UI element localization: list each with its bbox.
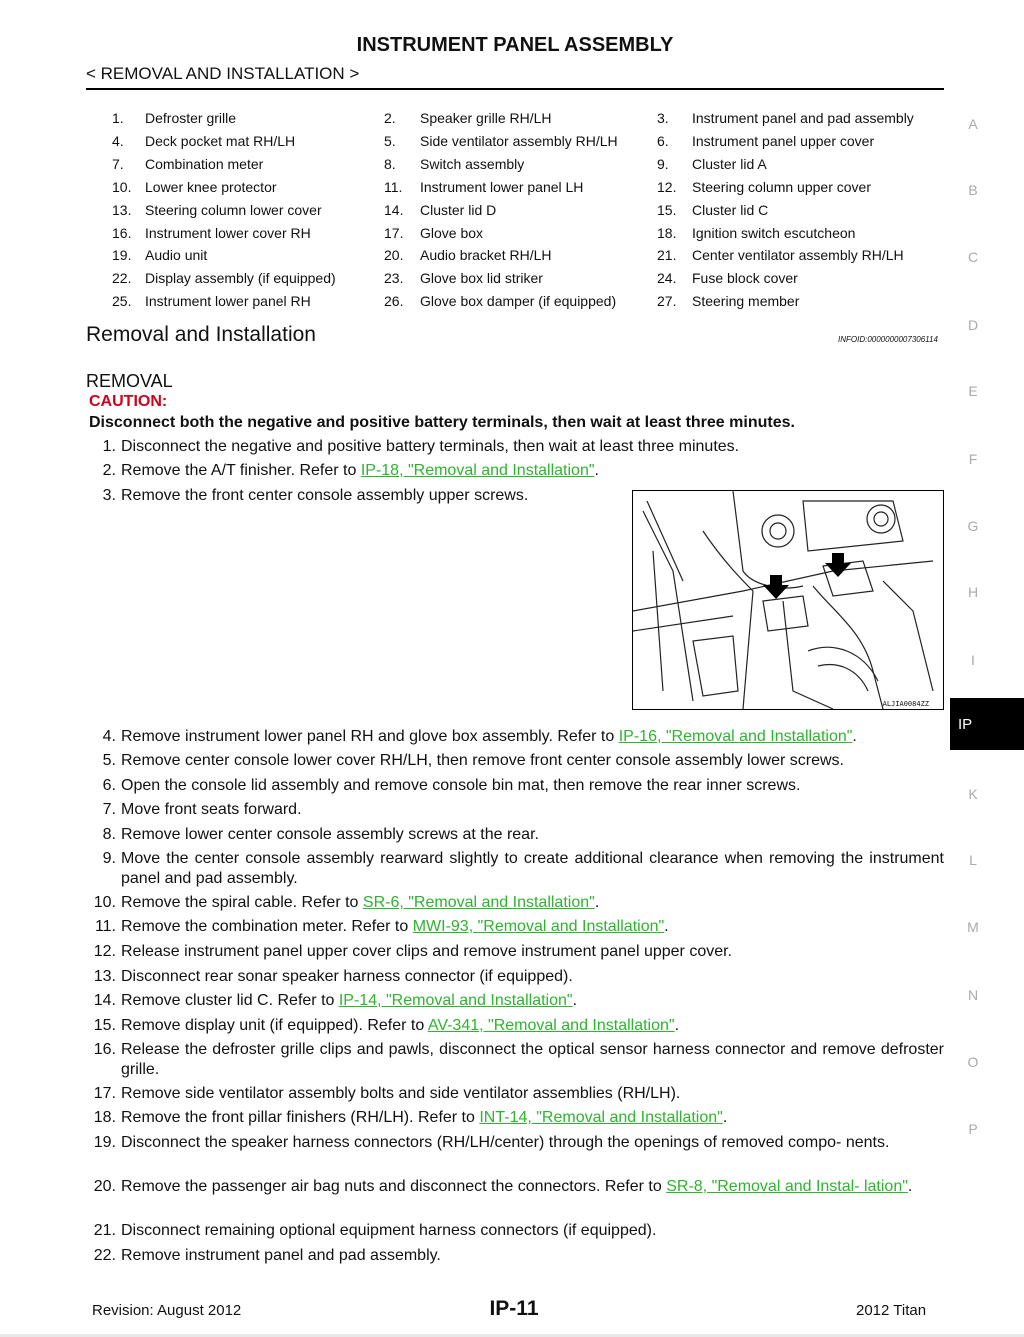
step-number: 16. <box>93 1041 116 1058</box>
info-id: INFOID:0000000007306114 <box>838 335 938 344</box>
legend-number: 8. <box>384 155 396 172</box>
side-tab-m[interactable]: M <box>967 919 979 935</box>
step-text-after-link: . <box>572 992 578 1009</box>
step-number: 19. <box>93 1134 116 1151</box>
legend-number: 5. <box>384 132 396 149</box>
side-tab-l[interactable]: L <box>969 852 977 868</box>
legend-label: Speaker grille RH/LH <box>420 110 552 126</box>
legend-label: Glove box <box>420 224 484 241</box>
section-heading: Removal and Installation <box>86 323 316 346</box>
legend-label: Defroster grille <box>145 110 237 126</box>
legend-number: 17. <box>384 224 404 241</box>
header-rule <box>86 88 944 90</box>
step-text <box>121 461 944 481</box>
step-number: 15. <box>93 1017 116 1034</box>
step-text-before-link: Remove instrument lower panel RH and glove box assembly. Refer to <box>121 728 619 745</box>
step-text: Remove center console lower cover RH/LH, then remove front center console assembly lower screws. <box>121 752 844 769</box>
legend-label: Audio unit <box>145 247 208 264</box>
legend-number: 22. <box>112 270 132 287</box>
side-tab-g[interactable]: G <box>967 518 979 534</box>
page-title: INSTRUMENT PANEL ASSEMBLY <box>356 34 674 56</box>
step-text-after-link: . <box>594 894 600 911</box>
step-text: Move the center console assembly rearward slightly to create additional clearance when removing the instrument panel and pad assembly. <box>121 850 944 887</box>
legend-number: 10. <box>112 178 132 195</box>
side-tab-d[interactable]: D <box>967 317 979 333</box>
step-text <box>121 1177 944 1197</box>
legend-label: Fuse block cover <box>692 270 798 287</box>
footer-revision: Revision: August 2012 <box>92 1302 242 1319</box>
step-number: 18. <box>93 1109 116 1126</box>
step-text: Disconnect the speaker harness connectors (RH/LH/center) through the openings of removed compo- nents. <box>121 1134 890 1151</box>
legend-number: 14. <box>384 201 404 218</box>
legend-number: 7. <box>112 155 124 172</box>
step-number: 21. <box>93 1222 116 1239</box>
legend-number: 21. <box>657 247 677 264</box>
cross-reference-link[interactable]: SR-6, "Removal and Installation" <box>362 894 595 911</box>
legend-number: 4. <box>112 132 124 149</box>
footer-page-number: IP-11 <box>489 1297 539 1320</box>
cross-reference-link[interactable]: IP-16, "Removal and Installation" <box>618 728 853 745</box>
step-number: 4. <box>102 728 116 745</box>
cross-reference-link[interactable]: INT-14, "Removal and Installation" <box>479 1109 723 1126</box>
side-tab-c[interactable]: C <box>967 249 979 265</box>
legend-label: Steering member <box>692 293 800 310</box>
side-tab-n[interactable]: N <box>967 987 979 1003</box>
cross-reference-link[interactable]: IP-14, "Removal and Installation" <box>338 992 573 1009</box>
console-screw-illustration <box>632 490 944 710</box>
step-number: 13. <box>93 968 116 985</box>
legend-label: Instrument lower cover RH <box>145 224 311 241</box>
legend-number: 6. <box>657 132 669 149</box>
legend-label: Side ventilator assembly RH/LH <box>420 132 618 149</box>
step-text: Release the defroster grille clips and pawls, disconnect the optical sensor harness connector and remove defroster grille. <box>121 1041 944 1078</box>
step-text: Disconnect remaining optional equipment harness connectors (if equipped). <box>121 1222 657 1239</box>
legend-label: Glove box damper (if equipped) <box>420 293 617 310</box>
legend-label: Instrument panel upper cover <box>692 132 875 149</box>
step-text-after-link: . <box>594 462 599 479</box>
legend-number: 18. <box>657 224 677 241</box>
step-text-before-link: Remove the passenger air bag nuts and disconnect the connectors. Refer to <box>121 1178 667 1195</box>
legend-number: 11. <box>384 178 403 195</box>
step-text <box>121 991 944 1011</box>
step-number: 2. <box>102 462 116 479</box>
legend-number: 25. <box>112 293 132 310</box>
side-tab-h[interactable]: H <box>967 584 979 600</box>
step-number: 14. <box>93 992 116 1009</box>
legend-label: Cluster lid D <box>420 201 497 218</box>
legend-label: Cluster lid A <box>692 155 767 172</box>
step-number: 11. <box>94 918 116 935</box>
step-number: 12. <box>93 943 116 960</box>
illustration-drawing <box>633 491 943 709</box>
step-text: Release instrument panel upper cover clips and remove instrument panel upper cover. <box>121 943 732 960</box>
footer-model: 2012 Titan <box>856 1302 927 1319</box>
step-number: 22. <box>93 1247 116 1264</box>
side-tab-o[interactable]: O <box>967 1054 979 1070</box>
legend-label: Steering column upper cover <box>692 178 871 195</box>
cross-reference-link[interactable]: SR-8, "Removal and Instal- lation" <box>666 1178 908 1195</box>
step-text: Remove the front center console assembly upper screws. <box>121 487 529 504</box>
step-text-after-link: . <box>852 728 857 745</box>
side-tab-e[interactable]: E <box>968 383 978 399</box>
caution-text: Disconnect both the negative and positive battery terminals, then wait at least three minutes. <box>89 414 795 431</box>
cross-reference-link[interactable]: IP-18, "Removal and Installation" <box>360 462 595 479</box>
legend-label: Deck pocket mat RH/LH <box>145 132 296 149</box>
step-text-after-link: . <box>664 918 669 935</box>
caution-label: CAUTION: <box>89 393 168 410</box>
step-text: Remove instrument panel and pad assembly. <box>121 1247 441 1264</box>
step-number: 1. <box>102 438 116 455</box>
step-number: 9. <box>102 850 116 867</box>
legend-number: 16. <box>112 224 132 241</box>
side-tab-p[interactable]: P <box>968 1121 978 1137</box>
legend-number: 24. <box>657 270 677 287</box>
step-text-before-link: Remove cluster lid C. Refer to <box>121 992 339 1009</box>
step-number: 10. <box>93 894 116 911</box>
legend-label: Cluster lid C <box>692 201 769 218</box>
step-text-after-link: . <box>722 1109 728 1126</box>
legend-label: Glove box lid striker <box>420 270 543 287</box>
legend-label: Combination meter <box>145 155 264 172</box>
legend-label: Instrument panel and pad assembly <box>692 110 914 126</box>
step-text-before-link: Remove the A/T finisher. Refer to <box>121 462 361 479</box>
legend-label: Instrument lower panel RH <box>145 293 311 310</box>
step-text: Remove side ventilator assembly bolts and side ventilator assemblies (RH/LH). <box>121 1085 681 1102</box>
side-tab-active[interactable] <box>950 698 1024 750</box>
legend-label: Audio bracket RH/LH <box>420 247 552 264</box>
legend-label: Center ventilator assembly RH/LH <box>692 247 904 264</box>
step-text-before-link: Remove the front pillar finishers (RH/LH). Refer to <box>121 1109 480 1126</box>
section-breadcrumb: < REMOVAL AND INSTALLATION > <box>86 64 360 83</box>
side-tab-label: IP <box>958 716 973 733</box>
step-number: 6. <box>102 777 116 794</box>
legend-number: 13. <box>112 201 132 218</box>
step-text: Disconnect the negative and positive battery terminals, then wait at least three minutes. <box>121 438 740 455</box>
legend-number: 1. <box>112 110 124 126</box>
step-number: 8. <box>102 826 116 843</box>
step-text <box>121 727 944 747</box>
step-text-before-link: Remove the combination meter. Refer to <box>121 918 413 935</box>
side-tab-f[interactable]: F <box>968 451 978 467</box>
step-text <box>121 917 944 937</box>
legend-number: 12. <box>657 178 677 195</box>
step-text-before-link: Remove the spiral cable. Refer to <box>121 894 363 911</box>
step-number: 3. <box>102 487 116 504</box>
legend-number: 9. <box>657 155 669 172</box>
step-text: Move front seats forward. <box>121 801 302 818</box>
step-text-before-link: Remove display unit (if equipped). Refer to <box>121 1017 428 1034</box>
step-number: 20. <box>93 1178 116 1195</box>
step-text-after-link: . <box>907 1178 913 1195</box>
legend-number: 2. <box>384 110 396 126</box>
legend-number: 20. <box>384 247 404 264</box>
cross-reference-link[interactable]: MWI-93, "Removal and Installation" <box>412 918 665 935</box>
step-text <box>121 893 944 913</box>
subheading-removal: REMOVAL <box>86 371 173 391</box>
side-tab-k[interactable]: K <box>968 786 978 802</box>
step-number: 5. <box>102 752 116 769</box>
legend-number: 23. <box>384 270 404 287</box>
side-tab-b[interactable]: B <box>968 182 978 198</box>
legend-label: Ignition switch escutcheon <box>692 224 856 241</box>
step-text <box>121 1108 944 1128</box>
side-tab-a[interactable]: A <box>968 116 978 132</box>
step-text: Open the console lid assembly and remove console bin mat, then remove the rear inner screws. <box>121 777 801 794</box>
legend-label: Switch assembly <box>420 155 525 172</box>
figure-id: ALJIA0084ZZ <box>882 700 929 708</box>
step-text <box>121 1016 944 1036</box>
legend-number: 27. <box>657 293 677 310</box>
legend-label: Lower knee protector <box>145 178 277 195</box>
legend-number: 3. <box>657 110 669 126</box>
legend-number: 19. <box>112 247 132 264</box>
cross-reference-link[interactable]: AV-341, "Removal and Installation" <box>427 1017 675 1034</box>
step-text: Remove lower center console assembly screws at the rear. <box>121 826 539 843</box>
legend-number: 15. <box>657 201 677 218</box>
legend-label: Steering column lower cover <box>145 201 322 218</box>
step-number: 7. <box>102 801 116 818</box>
step-text: Disconnect rear sonar speaker harness connector (if equipped). <box>121 968 573 985</box>
legend-label: Instrument lower panel LH <box>420 178 584 195</box>
legend-label: Display assembly (if equipped) <box>145 270 336 287</box>
step-number: 17. <box>93 1085 116 1102</box>
step-text-after-link: . <box>674 1017 680 1034</box>
side-tab-i[interactable]: I <box>971 652 975 668</box>
legend-number: 26. <box>384 293 404 310</box>
